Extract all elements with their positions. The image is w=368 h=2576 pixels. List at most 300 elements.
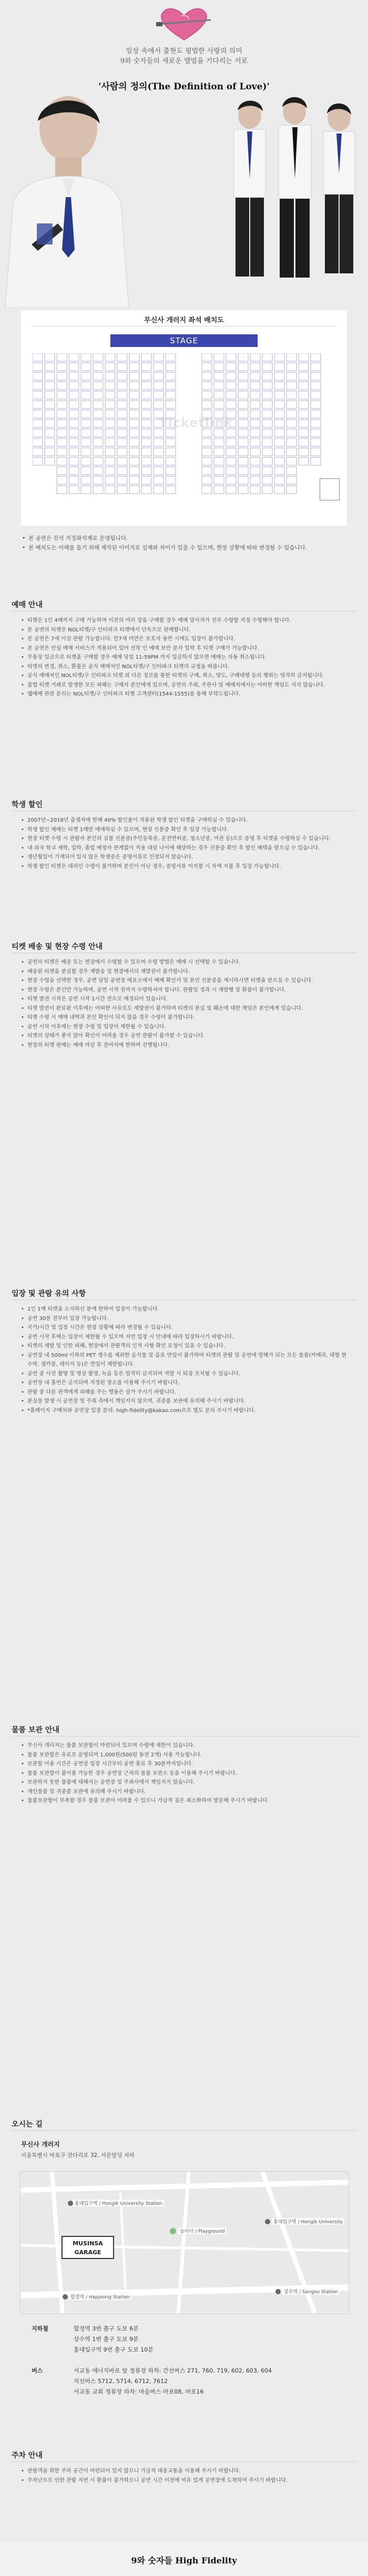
seat[interactable] <box>214 372 224 380</box>
seat[interactable] <box>141 448 151 456</box>
seat[interactable] <box>287 410 297 418</box>
seat[interactable] <box>274 467 284 475</box>
seat[interactable] <box>202 372 212 380</box>
seat[interactable] <box>57 429 67 437</box>
seat[interactable] <box>311 420 321 427</box>
seat[interactable] <box>287 372 297 380</box>
seat[interactable] <box>262 382 272 390</box>
seat[interactable] <box>81 438 91 446</box>
seat[interactable] <box>117 448 127 456</box>
seat[interactable] <box>117 420 127 427</box>
seat[interactable] <box>45 391 55 399</box>
seat[interactable] <box>154 467 163 475</box>
seat[interactable] <box>117 353 127 361</box>
seat[interactable] <box>214 363 224 371</box>
seat[interactable] <box>166 382 176 390</box>
venue-marker[interactable]: MUSINSA GARAGE <box>62 2236 114 2259</box>
seat[interactable] <box>202 476 212 484</box>
seat[interactable] <box>141 401 151 408</box>
seat[interactable] <box>81 382 91 390</box>
seat[interactable] <box>81 448 91 456</box>
seat[interactable] <box>93 438 103 446</box>
seat[interactable] <box>93 382 103 390</box>
seat[interactable] <box>274 476 284 484</box>
seat[interactable] <box>33 420 43 427</box>
seat[interactable] <box>117 486 127 494</box>
seat[interactable] <box>262 363 272 371</box>
seat[interactable] <box>45 429 55 437</box>
seat[interactable] <box>81 486 91 494</box>
seat[interactable] <box>69 391 79 399</box>
seat[interactable] <box>141 438 151 446</box>
seat[interactable] <box>117 382 127 390</box>
seat[interactable] <box>287 486 297 494</box>
seat[interactable] <box>33 429 43 437</box>
seat[interactable] <box>274 457 284 465</box>
seat[interactable] <box>93 420 103 427</box>
seat[interactable] <box>105 353 115 361</box>
seat[interactable] <box>287 401 297 408</box>
seat[interactable] <box>299 353 309 361</box>
seat[interactable] <box>214 438 224 446</box>
seat[interactable] <box>57 448 67 456</box>
seat[interactable] <box>33 438 43 446</box>
seat[interactable] <box>57 457 67 465</box>
seat[interactable] <box>69 457 79 465</box>
seat[interactable] <box>299 401 309 408</box>
seat[interactable] <box>33 363 43 371</box>
seat[interactable] <box>214 382 224 390</box>
seat[interactable] <box>311 438 321 446</box>
seat[interactable] <box>33 372 43 380</box>
seat[interactable] <box>262 438 272 446</box>
seat[interactable] <box>141 476 151 484</box>
seat[interactable] <box>202 429 212 437</box>
seat[interactable] <box>250 410 260 418</box>
seat[interactable] <box>129 486 139 494</box>
seat[interactable] <box>226 372 236 380</box>
seat[interactable] <box>154 363 163 371</box>
seat[interactable] <box>33 353 43 361</box>
seat[interactable] <box>81 420 91 427</box>
seat[interactable] <box>226 467 236 475</box>
seat[interactable] <box>81 401 91 408</box>
seat[interactable] <box>299 410 309 418</box>
seat[interactable] <box>214 457 224 465</box>
seat[interactable] <box>226 438 236 446</box>
seat[interactable] <box>141 363 151 371</box>
seat[interactable] <box>154 476 163 484</box>
seat[interactable] <box>214 401 224 408</box>
seat[interactable] <box>274 363 284 371</box>
seat[interactable] <box>274 372 284 380</box>
seat[interactable] <box>287 353 297 361</box>
seat[interactable] <box>238 476 248 484</box>
seat[interactable] <box>45 438 55 446</box>
seat[interactable] <box>238 429 248 437</box>
seat[interactable] <box>166 486 176 494</box>
seat[interactable] <box>202 391 212 399</box>
seat[interactable] <box>117 410 127 418</box>
seat[interactable] <box>238 467 248 475</box>
seat[interactable] <box>226 429 236 437</box>
seat[interactable] <box>141 486 151 494</box>
seat[interactable] <box>311 382 321 390</box>
seat[interactable] <box>287 448 297 456</box>
seat[interactable] <box>250 429 260 437</box>
seat[interactable] <box>262 457 272 465</box>
seat[interactable] <box>166 457 176 465</box>
seat[interactable] <box>33 382 43 390</box>
seat[interactable] <box>214 353 224 361</box>
seat[interactable] <box>274 382 284 390</box>
seat[interactable] <box>45 401 55 408</box>
seat[interactable] <box>33 448 43 456</box>
seat[interactable] <box>154 391 163 399</box>
seat[interactable] <box>250 467 260 475</box>
seat[interactable] <box>214 476 224 484</box>
seat[interactable] <box>117 457 127 465</box>
seat[interactable] <box>262 486 272 494</box>
seat[interactable] <box>57 401 67 408</box>
seat[interactable] <box>311 363 321 371</box>
seat[interactable] <box>226 457 236 465</box>
seat[interactable] <box>238 457 248 465</box>
seat[interactable] <box>69 420 79 427</box>
seat[interactable] <box>105 476 115 484</box>
seat[interactable] <box>129 420 139 427</box>
seat[interactable] <box>299 372 309 380</box>
seat[interactable] <box>129 363 139 371</box>
seat[interactable] <box>287 438 297 446</box>
seat[interactable] <box>250 372 260 380</box>
seat[interactable] <box>287 476 297 484</box>
seat[interactable] <box>238 420 248 427</box>
seat[interactable] <box>274 410 284 418</box>
seat[interactable] <box>226 391 236 399</box>
seat[interactable] <box>299 420 309 427</box>
seat[interactable] <box>287 467 297 475</box>
seat[interactable] <box>93 363 103 371</box>
seat[interactable] <box>299 438 309 446</box>
seat[interactable] <box>226 401 236 408</box>
seat[interactable] <box>57 372 67 380</box>
seat[interactable] <box>117 401 127 408</box>
seat[interactable] <box>214 486 224 494</box>
seat[interactable] <box>117 476 127 484</box>
seat[interactable] <box>69 372 79 380</box>
seat[interactable] <box>238 448 248 456</box>
seat[interactable] <box>93 486 103 494</box>
seat[interactable] <box>141 382 151 390</box>
seat[interactable] <box>311 410 321 418</box>
seat[interactable] <box>250 486 260 494</box>
seat[interactable] <box>226 382 236 390</box>
seat[interactable] <box>274 353 284 361</box>
seat[interactable] <box>129 438 139 446</box>
seat[interactable] <box>238 391 248 399</box>
seat[interactable] <box>262 410 272 418</box>
seat[interactable] <box>57 467 67 475</box>
seat[interactable] <box>141 467 151 475</box>
seat[interactable] <box>154 438 163 446</box>
seat[interactable] <box>262 429 272 437</box>
seat[interactable] <box>238 353 248 361</box>
seat[interactable] <box>154 353 163 361</box>
seat[interactable] <box>93 467 103 475</box>
seat[interactable] <box>129 467 139 475</box>
seat[interactable] <box>238 410 248 418</box>
seat[interactable] <box>93 401 103 408</box>
seat[interactable] <box>238 401 248 408</box>
seat[interactable] <box>105 391 115 399</box>
seat[interactable] <box>57 391 67 399</box>
seat[interactable] <box>311 448 321 456</box>
seat[interactable] <box>45 353 55 361</box>
seat[interactable] <box>141 457 151 465</box>
seat[interactable] <box>105 429 115 437</box>
seat[interactable] <box>311 429 321 437</box>
seat[interactable] <box>45 382 55 390</box>
seat[interactable] <box>129 382 139 390</box>
seat[interactable] <box>129 429 139 437</box>
seat[interactable] <box>226 476 236 484</box>
seat[interactable] <box>141 410 151 418</box>
seat[interactable] <box>226 363 236 371</box>
seat[interactable] <box>166 353 176 361</box>
seat[interactable] <box>166 476 176 484</box>
seat[interactable] <box>202 401 212 408</box>
seat[interactable] <box>250 448 260 456</box>
seat[interactable] <box>166 467 176 475</box>
seat[interactable] <box>311 401 321 408</box>
seat[interactable] <box>69 438 79 446</box>
seat[interactable] <box>202 448 212 456</box>
location-map[interactable] <box>20 2171 349 2314</box>
seat[interactable] <box>57 420 67 427</box>
seat[interactable] <box>105 438 115 446</box>
seat[interactable] <box>93 457 103 465</box>
seat[interactable] <box>57 476 67 484</box>
seat[interactable] <box>299 457 309 465</box>
seat[interactable] <box>166 372 176 380</box>
seat[interactable] <box>299 391 309 399</box>
seat[interactable] <box>105 457 115 465</box>
seat[interactable] <box>69 382 79 390</box>
seat[interactable] <box>81 476 91 484</box>
seat[interactable] <box>214 391 224 399</box>
seat[interactable] <box>311 353 321 361</box>
seat[interactable] <box>93 372 103 380</box>
seat[interactable] <box>141 420 151 427</box>
seat[interactable] <box>262 420 272 427</box>
seat[interactable] <box>311 391 321 399</box>
seat[interactable] <box>262 448 272 456</box>
seat[interactable] <box>105 382 115 390</box>
seat[interactable] <box>33 457 43 465</box>
seat[interactable] <box>262 372 272 380</box>
seat[interactable] <box>238 363 248 371</box>
seat[interactable] <box>129 476 139 484</box>
seat[interactable] <box>105 372 115 380</box>
seat[interactable] <box>93 410 103 418</box>
seat[interactable] <box>105 448 115 456</box>
seat[interactable] <box>93 448 103 456</box>
seat[interactable] <box>117 391 127 399</box>
seat[interactable] <box>262 401 272 408</box>
seat[interactable] <box>81 391 91 399</box>
seat[interactable] <box>45 448 55 456</box>
seat[interactable] <box>154 429 163 437</box>
seat[interactable] <box>57 410 67 418</box>
seat[interactable] <box>141 353 151 361</box>
seat[interactable] <box>93 429 103 437</box>
seat[interactable] <box>287 382 297 390</box>
seat[interactable] <box>45 372 55 380</box>
seat[interactable] <box>262 353 272 361</box>
seat[interactable] <box>262 476 272 484</box>
seat[interactable] <box>154 486 163 494</box>
seat[interactable] <box>214 429 224 437</box>
seat[interactable] <box>81 363 91 371</box>
seat[interactable] <box>274 448 284 456</box>
seat[interactable] <box>166 438 176 446</box>
seat[interactable] <box>202 457 212 465</box>
seat[interactable] <box>105 410 115 418</box>
seat[interactable] <box>69 448 79 456</box>
seat[interactable] <box>262 467 272 475</box>
seat[interactable] <box>238 438 248 446</box>
seat[interactable] <box>226 448 236 456</box>
seat[interactable] <box>57 353 67 361</box>
seat[interactable] <box>69 467 79 475</box>
seat[interactable] <box>141 391 151 399</box>
seat[interactable] <box>69 410 79 418</box>
seat[interactable] <box>299 382 309 390</box>
seat[interactable] <box>105 486 115 494</box>
seat[interactable] <box>250 382 260 390</box>
seat[interactable] <box>202 438 212 446</box>
seat[interactable] <box>250 363 260 371</box>
seat[interactable] <box>93 476 103 484</box>
seat[interactable] <box>81 429 91 437</box>
seat[interactable] <box>129 448 139 456</box>
seat[interactable] <box>129 391 139 399</box>
seat[interactable] <box>226 353 236 361</box>
seat[interactable] <box>154 457 163 465</box>
seat[interactable] <box>202 382 212 390</box>
seat[interactable] <box>238 372 248 380</box>
seat[interactable] <box>81 457 91 465</box>
seat[interactable] <box>166 448 176 456</box>
seat[interactable] <box>311 457 321 465</box>
seat[interactable] <box>69 363 79 371</box>
seat[interactable] <box>81 353 91 361</box>
seat[interactable] <box>129 401 139 408</box>
seat[interactable] <box>45 363 55 371</box>
seat[interactable] <box>69 476 79 484</box>
seat[interactable] <box>202 363 212 371</box>
seat[interactable] <box>311 372 321 380</box>
seat[interactable] <box>250 438 260 446</box>
seat[interactable] <box>129 353 139 361</box>
seat[interactable] <box>105 401 115 408</box>
seat[interactable] <box>69 353 79 361</box>
seat[interactable] <box>250 476 260 484</box>
seat[interactable] <box>81 410 91 418</box>
seat[interactable] <box>166 391 176 399</box>
seat[interactable] <box>202 486 212 494</box>
seat[interactable] <box>250 457 260 465</box>
seat[interactable] <box>45 420 55 427</box>
seat[interactable] <box>287 429 297 437</box>
seat[interactable] <box>69 401 79 408</box>
seat[interactable] <box>262 391 272 399</box>
seat[interactable] <box>57 486 67 494</box>
seat[interactable] <box>287 391 297 399</box>
seat[interactable] <box>117 363 127 371</box>
seat[interactable] <box>117 372 127 380</box>
seat[interactable] <box>274 438 284 446</box>
seat[interactable] <box>45 457 55 465</box>
seat[interactable] <box>214 467 224 475</box>
seat[interactable] <box>287 363 297 371</box>
seat[interactable] <box>105 467 115 475</box>
seat[interactable] <box>57 438 67 446</box>
seat[interactable] <box>105 363 115 371</box>
seat[interactable] <box>93 391 103 399</box>
seat[interactable] <box>250 353 260 361</box>
seat[interactable] <box>250 420 260 427</box>
seat[interactable] <box>57 382 67 390</box>
seat[interactable] <box>238 486 248 494</box>
seat[interactable] <box>69 429 79 437</box>
seat[interactable] <box>154 448 163 456</box>
seat[interactable] <box>274 420 284 427</box>
seat[interactable] <box>274 429 284 437</box>
seat[interactable] <box>299 363 309 371</box>
seat[interactable] <box>166 429 176 437</box>
seat[interactable] <box>57 363 67 371</box>
seat[interactable] <box>202 467 212 475</box>
seat[interactable] <box>250 401 260 408</box>
seat[interactable] <box>166 363 176 371</box>
seat[interactable] <box>287 420 297 427</box>
seat[interactable] <box>33 391 43 399</box>
seat[interactable] <box>202 353 212 361</box>
seat[interactable] <box>154 382 163 390</box>
seat[interactable] <box>141 429 151 437</box>
seat[interactable] <box>238 382 248 390</box>
seat[interactable] <box>154 401 163 408</box>
seat[interactable] <box>299 429 309 437</box>
seat[interactable] <box>274 391 284 399</box>
seat[interactable] <box>105 420 115 427</box>
seat[interactable] <box>274 401 284 408</box>
seat[interactable] <box>93 353 103 361</box>
seat[interactable] <box>154 372 163 380</box>
seat[interactable] <box>117 429 127 437</box>
seat[interactable] <box>214 448 224 456</box>
seat[interactable] <box>33 401 43 408</box>
seat[interactable] <box>129 410 139 418</box>
seat[interactable] <box>250 391 260 399</box>
seat[interactable] <box>117 467 127 475</box>
seat[interactable] <box>141 372 151 380</box>
seat[interactable] <box>129 457 139 465</box>
seat[interactable] <box>287 457 297 465</box>
seat[interactable] <box>117 438 127 446</box>
